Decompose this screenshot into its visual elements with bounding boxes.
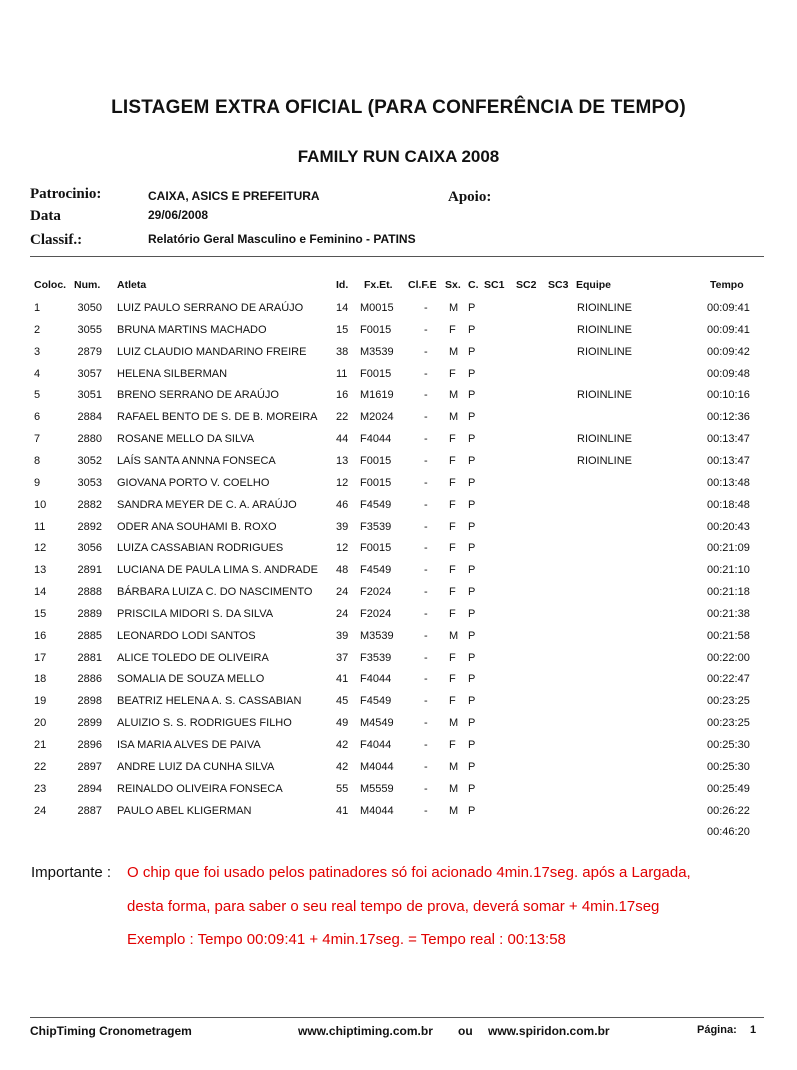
cell-id: 49 [336,717,349,729]
cell-tempo: 00:21:09 [707,542,750,554]
cell-fxet: F4044 [360,433,392,445]
cell-clfe: - [424,761,428,773]
cell-c: P [468,608,476,620]
cell-tempo: 00:25:30 [707,761,750,773]
col-c: C. [468,279,479,291]
cell-id: 41 [336,673,349,685]
cell-tempo: 00:21:58 [707,630,750,642]
cell-tempo: 00:23:25 [707,717,750,729]
cell-clfe: - [424,739,428,751]
cell-tempo: 00:09:48 [707,368,750,380]
cell-num: 2888 [77,586,102,598]
cell-id: 42 [336,739,349,751]
cell-atleta: SANDRA MEYER DE C. A. ARAÚJO [117,499,297,511]
cell-id: 55 [336,783,349,795]
cell-tempo: 00:09:42 [707,346,750,358]
cell-id: 39 [336,630,349,642]
cell-coloc: 23 [34,783,47,795]
cell-sx: M [449,717,459,729]
cell-c: P [468,564,476,576]
footer-site-2[interactable]: www.spiridon.com.br [488,1024,610,1038]
cell-sx: F [449,564,456,576]
cell-fxet: M1619 [360,389,394,401]
cell-clfe: - [424,695,428,707]
report-title: LISTAGEM EXTRA OFICIAL (PARA CONFERÊNCIA DE TEMPO) [111,97,686,118]
cell-num: 3051 [77,389,102,401]
cell-fxet: F2024 [360,586,392,598]
col-atleta: Atleta [117,279,147,291]
col-sc2: SC2 [516,279,537,291]
cell-atleta: BRENO SERRANO DE ARAÚJO [117,389,279,401]
cell-coloc: 16 [34,630,47,642]
cell-num: 2896 [77,739,102,751]
cell-num: 2884 [77,411,102,423]
cell-atleta: ODER ANA SOUHAMI B. ROXO [117,521,277,533]
cell-tempo: 00:21:18 [707,586,750,598]
patrocinio-label: Patrocinio: [30,186,102,202]
cell-coloc: 6 [34,411,41,423]
cell-tempo: 00:13:47 [707,455,750,467]
cell-equipe: RIOINLINE [577,302,633,314]
cell-tempo: 00:23:25 [707,695,750,707]
cell-sx: F [449,324,456,336]
cell-id: 44 [336,433,349,445]
cell-sx: M [449,346,459,358]
cell-num: 2898 [77,695,102,707]
page-number: 1 [750,1024,757,1036]
apoio-label: Apoio: [448,189,492,205]
cell-sx: F [449,455,456,467]
cell-id: 48 [336,564,349,576]
cell-fxet: F0015 [360,455,392,467]
cell-id: 14 [336,302,349,314]
cell-clfe: - [424,411,428,423]
cell-id: 24 [336,586,349,598]
cell-num: 2886 [77,673,102,685]
cell-tempo: 00:22:00 [707,652,750,664]
cell-num: 3052 [77,455,102,467]
cell-fxet: M4044 [360,805,394,817]
cell-clfe: - [424,717,428,729]
cell-fxet: F4549 [360,499,392,511]
cell-sx: F [449,652,456,664]
cell-coloc: 9 [34,477,41,489]
classif-label: Classif.: [30,232,83,248]
cell-c: P [468,455,476,467]
cell-id: 46 [336,499,349,511]
cell-tempo: 00:26:22 [707,805,750,817]
cell-sx: F [449,695,456,707]
cell-equipe: RIOINLINE [577,455,633,467]
cell-num: 2881 [77,652,102,664]
header-divider [30,256,764,257]
cell-num: 2897 [77,761,102,773]
cell-num: 2892 [77,521,102,533]
cell-coloc: 13 [34,564,47,576]
cell-c: P [468,586,476,598]
cell-clfe: - [424,521,428,533]
cell-clfe: - [424,673,428,685]
cell-fxet: M4044 [360,761,394,773]
cell-num: 2899 [77,717,102,729]
note-line-1: O chip que foi usado pelos patinadores só foi acionado 4min.17seg. após a Largada, [127,864,691,881]
cell-tempo: 00:09:41 [707,302,750,314]
data-label: Data [30,208,61,224]
col-num: Num. [74,279,101,291]
extra-time: 00:46:20 [707,826,750,838]
cell-clfe: - [424,630,428,642]
data-value: 29/06/2008 [148,208,209,222]
cell-coloc: 10 [34,499,47,511]
cell-fxet: M4549 [360,717,394,729]
cell-coloc: 8 [34,455,41,467]
cell-sx: F [449,739,456,751]
cell-coloc: 1 [34,302,41,314]
cell-clfe: - [424,433,428,445]
cell-atleta: LAÍS SANTA ANNNA FONSECA [117,455,276,467]
cell-coloc: 4 [34,368,41,380]
cell-coloc: 14 [34,586,47,598]
cell-tempo: 00:21:38 [707,608,750,620]
footer-ou: ou [458,1024,473,1038]
cell-sx: M [449,302,459,314]
cell-atleta: ROSANE MELLO DA SILVA [117,433,255,445]
cell-clfe: - [424,302,428,314]
footer-divider [30,1017,764,1018]
cell-clfe: - [424,455,428,467]
footer-company: ChipTiming Cronometragem [30,1024,192,1038]
cell-coloc: 12 [34,542,47,554]
cell-fxet: F0015 [360,542,392,554]
col-sc3: SC3 [548,279,569,291]
cell-c: P [468,433,476,445]
cell-c: P [468,411,476,423]
cell-c: P [468,542,476,554]
cell-sx: M [449,805,459,817]
cell-c: P [468,630,476,642]
cell-equipe: RIOINLINE [577,346,633,358]
cell-atleta: PAULO ABEL KLIGERMAN [117,805,252,817]
cell-id: 12 [336,477,349,489]
cell-num: 2894 [77,783,102,795]
cell-atleta: REINALDO OLIVEIRA FONSECA [117,783,283,795]
cell-num: 3056 [77,542,102,554]
cell-id: 22 [336,411,349,423]
cell-fxet: M2024 [360,411,394,423]
cell-atleta: PRISCILA MIDORI S. DA SILVA [117,608,274,620]
cell-fxet: M5559 [360,783,394,795]
cell-tempo: 00:21:10 [707,564,750,576]
cell-id: 38 [336,346,349,358]
cell-coloc: 22 [34,761,47,773]
cell-c: P [468,673,476,685]
cell-id: 39 [336,521,349,533]
cell-clfe: - [424,652,428,664]
cell-sx: F [449,673,456,685]
cell-tempo: 00:25:30 [707,739,750,751]
cell-clfe: - [424,608,428,620]
cell-coloc: 3 [34,346,41,358]
cell-coloc: 17 [34,652,47,664]
note-label: Importante : [31,864,112,881]
cell-c: P [468,521,476,533]
cell-id: 12 [336,542,349,554]
col-sx: Sx. [445,279,461,291]
cell-clfe: - [424,586,428,598]
note-line-3: Exemplo : Tempo 00:09:41 + 4min.17seg. = Tempo real : 00:13:58 [127,931,566,948]
cell-c: P [468,477,476,489]
cell-tempo: 00:09:41 [707,324,750,336]
cell-coloc: 19 [34,695,47,707]
cell-id: 16 [336,389,349,401]
cell-id: 24 [336,608,349,620]
cell-fxet: F4549 [360,695,392,707]
cell-sx: F [449,586,456,598]
cell-c: P [468,499,476,511]
cell-id: 41 [336,805,349,817]
cell-clfe: - [424,389,428,401]
cell-atleta: BEATRIZ HELENA A. S. CASSABIAN [117,695,302,707]
cell-id: 45 [336,695,349,707]
cell-sx: F [449,368,456,380]
cell-sx: F [449,499,456,511]
cell-fxet: F2024 [360,608,392,620]
cell-atleta: BRUNA MARTINS MACHADO [117,324,267,336]
event-title: FAMILY RUN CAIXA 2008 [297,147,500,166]
col-fxet: Fx.Et. [364,279,393,291]
cell-equipe: RIOINLINE [577,433,633,445]
cell-fxet: F4044 [360,739,392,751]
cell-atleta: RAFAEL BENTO DE S. DE B. MOREIRA [117,411,318,423]
cell-atleta: LUIZ PAULO SERRANO DE ARAÚJO [117,302,304,314]
cell-id: 15 [336,324,349,336]
cell-num: 3053 [77,477,102,489]
cell-coloc: 11 [34,521,46,533]
cell-fxet: M3539 [360,346,394,358]
cell-fxet: F3539 [360,521,392,533]
cell-c: P [468,717,476,729]
cell-num: 2880 [77,433,102,445]
page-label: Página: [697,1024,737,1036]
cell-clfe: - [424,783,428,795]
cell-coloc: 21 [34,739,47,751]
cell-id: 42 [336,761,349,773]
cell-num: 2889 [77,608,102,620]
cell-tempo: 00:12:36 [707,411,750,423]
cell-num: 3055 [77,324,102,336]
cell-fxet: M3539 [360,630,394,642]
cell-coloc: 24 [34,805,47,817]
cell-num: 2879 [77,346,102,358]
cell-fxet: F0015 [360,368,392,380]
cell-atleta: LUCIANA DE PAULA LIMA S. ANDRADE [117,564,318,576]
cell-atleta: HELENA SILBERMAN [117,368,228,380]
cell-c: P [468,389,476,401]
cell-num: 2891 [77,564,102,576]
cell-fxet: F0015 [360,324,392,336]
cell-num: 2885 [77,630,102,642]
cell-sx: F [449,477,456,489]
cell-sx: M [449,761,459,773]
cell-fxet: F4549 [360,564,392,576]
cell-clfe: - [424,477,428,489]
cell-fxet: F0015 [360,477,392,489]
cell-atleta: SOMALIA DE SOUZA MELLO [117,673,265,685]
col-id: Id. [336,279,349,291]
col-sc1: SC1 [484,279,505,291]
cell-c: P [468,783,476,795]
cell-atleta: BÁRBARA LUIZA C. DO NASCIMENTO [117,586,313,598]
cell-sx: F [449,542,456,554]
cell-tempo: 00:20:43 [707,521,750,533]
cell-tempo: 00:13:48 [707,477,750,489]
cell-c: P [468,346,476,358]
cell-num: 3050 [77,302,102,314]
cell-atleta: ALUIZIO S. S. RODRIGUES FILHO [117,717,292,729]
cell-c: P [468,302,476,314]
cell-atleta: ANDRE LUIZ DA CUNHA SILVA [117,761,275,773]
cell-num: 2882 [77,499,102,511]
cell-clfe: - [424,499,428,511]
patrocinio-value: CAIXA, ASICS E PREFEITURA [148,189,320,203]
col-tempo: Tempo [710,279,744,291]
cell-c: P [468,368,476,380]
cell-atleta: LEONARDO LODI SANTOS [117,630,256,642]
cell-clfe: - [424,542,428,554]
cell-coloc: 2 [34,324,41,336]
cell-num: 2887 [77,805,102,817]
cell-equipe: RIOINLINE [577,389,633,401]
cell-num: 3057 [77,368,102,380]
cell-tempo: 00:18:48 [707,499,750,511]
cell-coloc: 20 [34,717,47,729]
cell-atleta: LUIZA CASSABIAN RODRIGUES [117,542,284,554]
col-coloc: Coloc. [34,279,67,291]
cell-c: P [468,805,476,817]
note-line-2: desta forma, para saber o seu real tempo de prova, deverá somar + 4min.17seg [127,898,660,915]
cell-c: P [468,695,476,707]
cell-equipe: RIOINLINE [577,324,633,336]
cell-c: P [468,324,476,336]
cell-sx: M [449,389,459,401]
cell-sx: F [449,608,456,620]
cell-tempo: 00:22:47 [707,673,750,685]
cell-id: 37 [336,652,349,664]
cell-sx: F [449,433,456,445]
cell-clfe: - [424,564,428,576]
cell-fxet: F4044 [360,673,392,685]
cell-sx: M [449,630,459,642]
cell-coloc: 18 [34,673,47,685]
cell-clfe: - [424,805,428,817]
cell-sx: F [449,521,456,533]
cell-id: 11 [336,368,348,380]
cell-atleta: GIOVANA PORTO V. COELHO [117,477,270,489]
cell-coloc: 7 [34,433,41,445]
cell-coloc: 5 [34,389,41,401]
cell-clfe: - [424,368,428,380]
col-clfe: Cl.F.E [408,279,437,291]
cell-tempo: 00:13:47 [707,433,750,445]
cell-atleta: LUIZ CLAUDIO MANDARINO FREIRE [117,346,307,358]
cell-fxet: F3539 [360,652,392,664]
cell-id: 13 [336,455,349,467]
cell-tempo: 00:10:16 [707,389,750,401]
cell-tempo: 00:25:49 [707,783,750,795]
cell-c: P [468,761,476,773]
classif-value: Relatório Geral Masculino e Feminino - PATINS [148,232,416,246]
footer-site-1[interactable]: www.chiptiming.com.br [298,1024,433,1038]
cell-sx: M [449,411,459,423]
cell-fxet: M0015 [360,302,394,314]
cell-c: P [468,739,476,751]
cell-clfe: - [424,324,428,336]
cell-c: P [468,652,476,664]
cell-sx: M [449,783,459,795]
cell-coloc: 15 [34,608,47,620]
cell-clfe: - [424,346,428,358]
cell-atleta: ALICE TOLEDO DE OLIVEIRA [117,652,269,664]
col-equipe: Equipe [576,279,612,291]
cell-atleta: ISA MARIA ALVES DE PAIVA [117,739,261,751]
